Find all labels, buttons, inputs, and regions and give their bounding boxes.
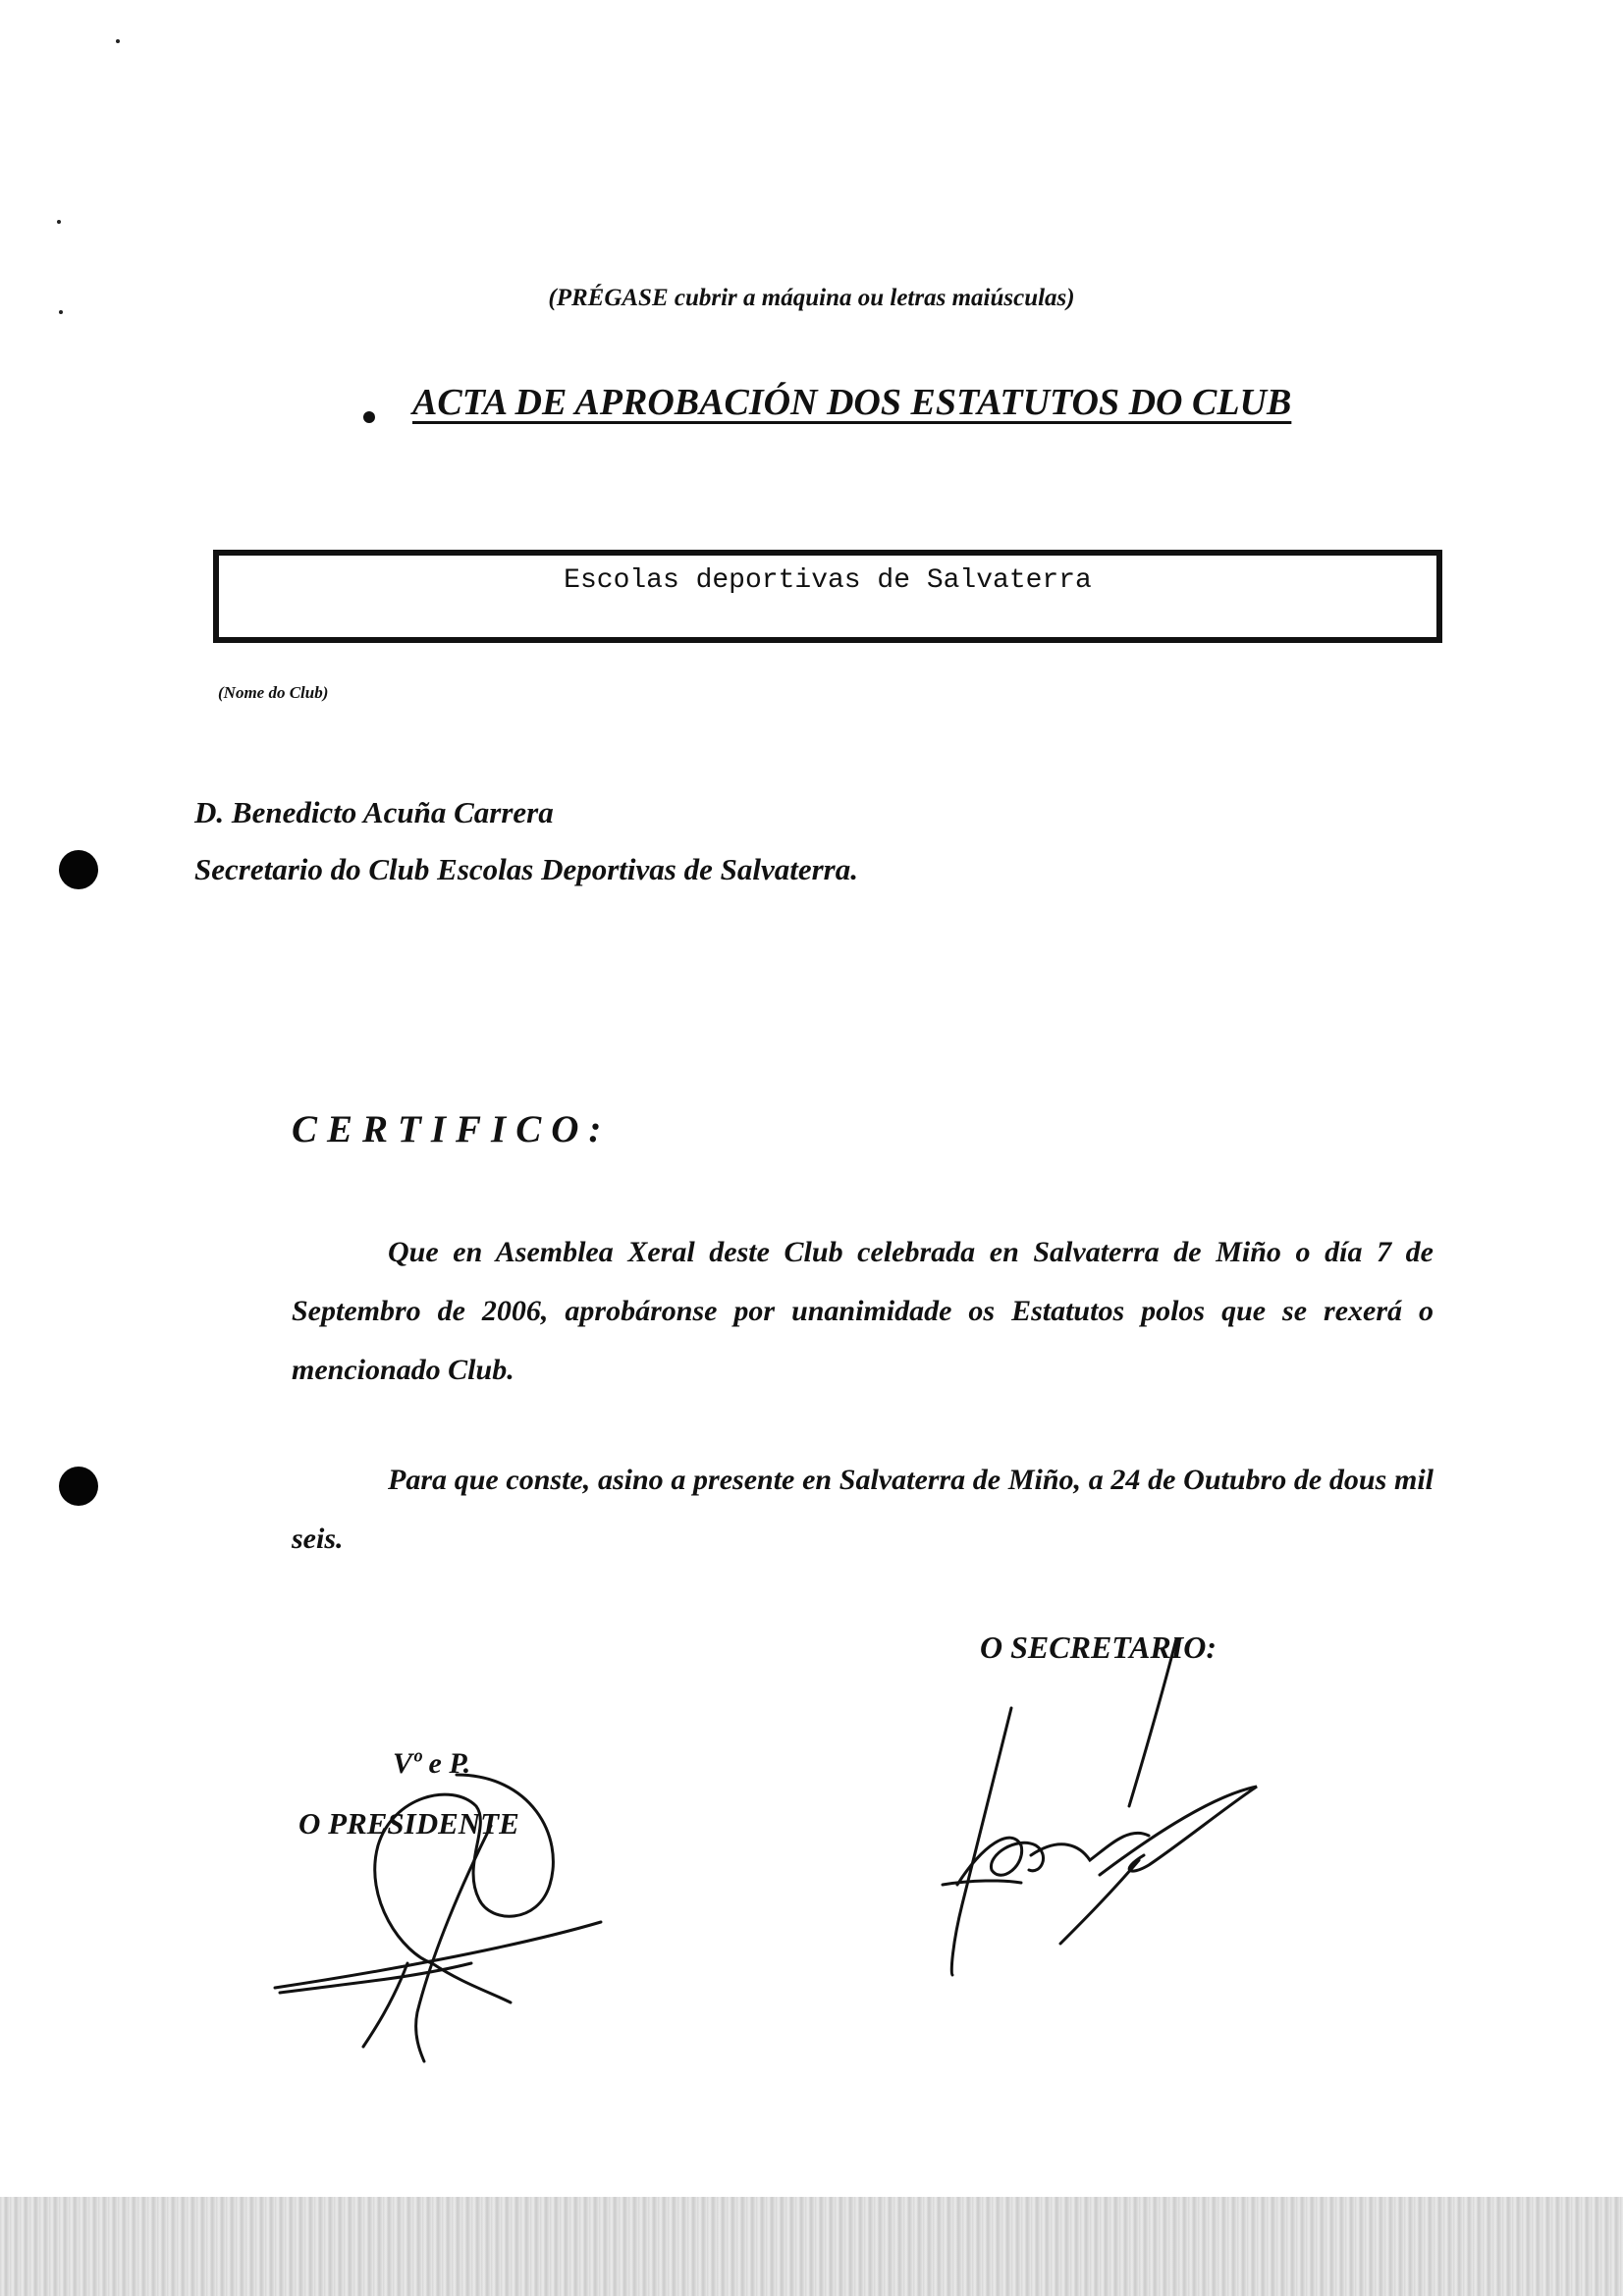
paragraph-closing-text: Para que conste, asino a presente en Salvaterra de Miño, a 24 de Outubro de dous mil seis. xyxy=(292,1464,1434,1555)
president-label: O PRESIDENTE xyxy=(298,1806,519,1841)
secretary-name: D. Benedicto Acuña Carrera xyxy=(194,795,554,829)
certify-heading: CERTIFICO: xyxy=(292,1108,612,1150)
document-title: ACTA DE APROBACIÓN DOS ESTATUTOS DO CLUB xyxy=(412,382,1292,423)
scan-speck xyxy=(59,310,63,314)
secretary-role: Secretario do Club Escolas Deportivas de Salvaterra. xyxy=(194,852,858,886)
secretary-signature-icon xyxy=(943,1639,1257,1975)
club-name-caption: (Nome do Club) xyxy=(218,683,329,702)
president-signature-icon xyxy=(275,1775,601,2061)
scan-speck xyxy=(57,220,61,224)
form-instruction: (PRÉGASE cubrir a máquina ou letras maiúsculas) xyxy=(548,285,1075,311)
secretary-signature-label: O SECRETARIO: xyxy=(980,1629,1217,1665)
scan-artifact-band xyxy=(0,2197,1623,2296)
scan-speck xyxy=(116,39,120,43)
paragraph-assembly-text: Que en Asemblea Xeral deste Club celebrada en Salvaterra de Miño o día 7 de Septembro de 2006, aprobáronse por unanimidade os Estatutos polos que se rexerá o mencionado Club. xyxy=(292,1236,1434,1386)
president-approval: Vº e P. xyxy=(393,1747,471,1780)
club-name-box: Escolas deportivas de Salvaterra xyxy=(213,550,1442,643)
